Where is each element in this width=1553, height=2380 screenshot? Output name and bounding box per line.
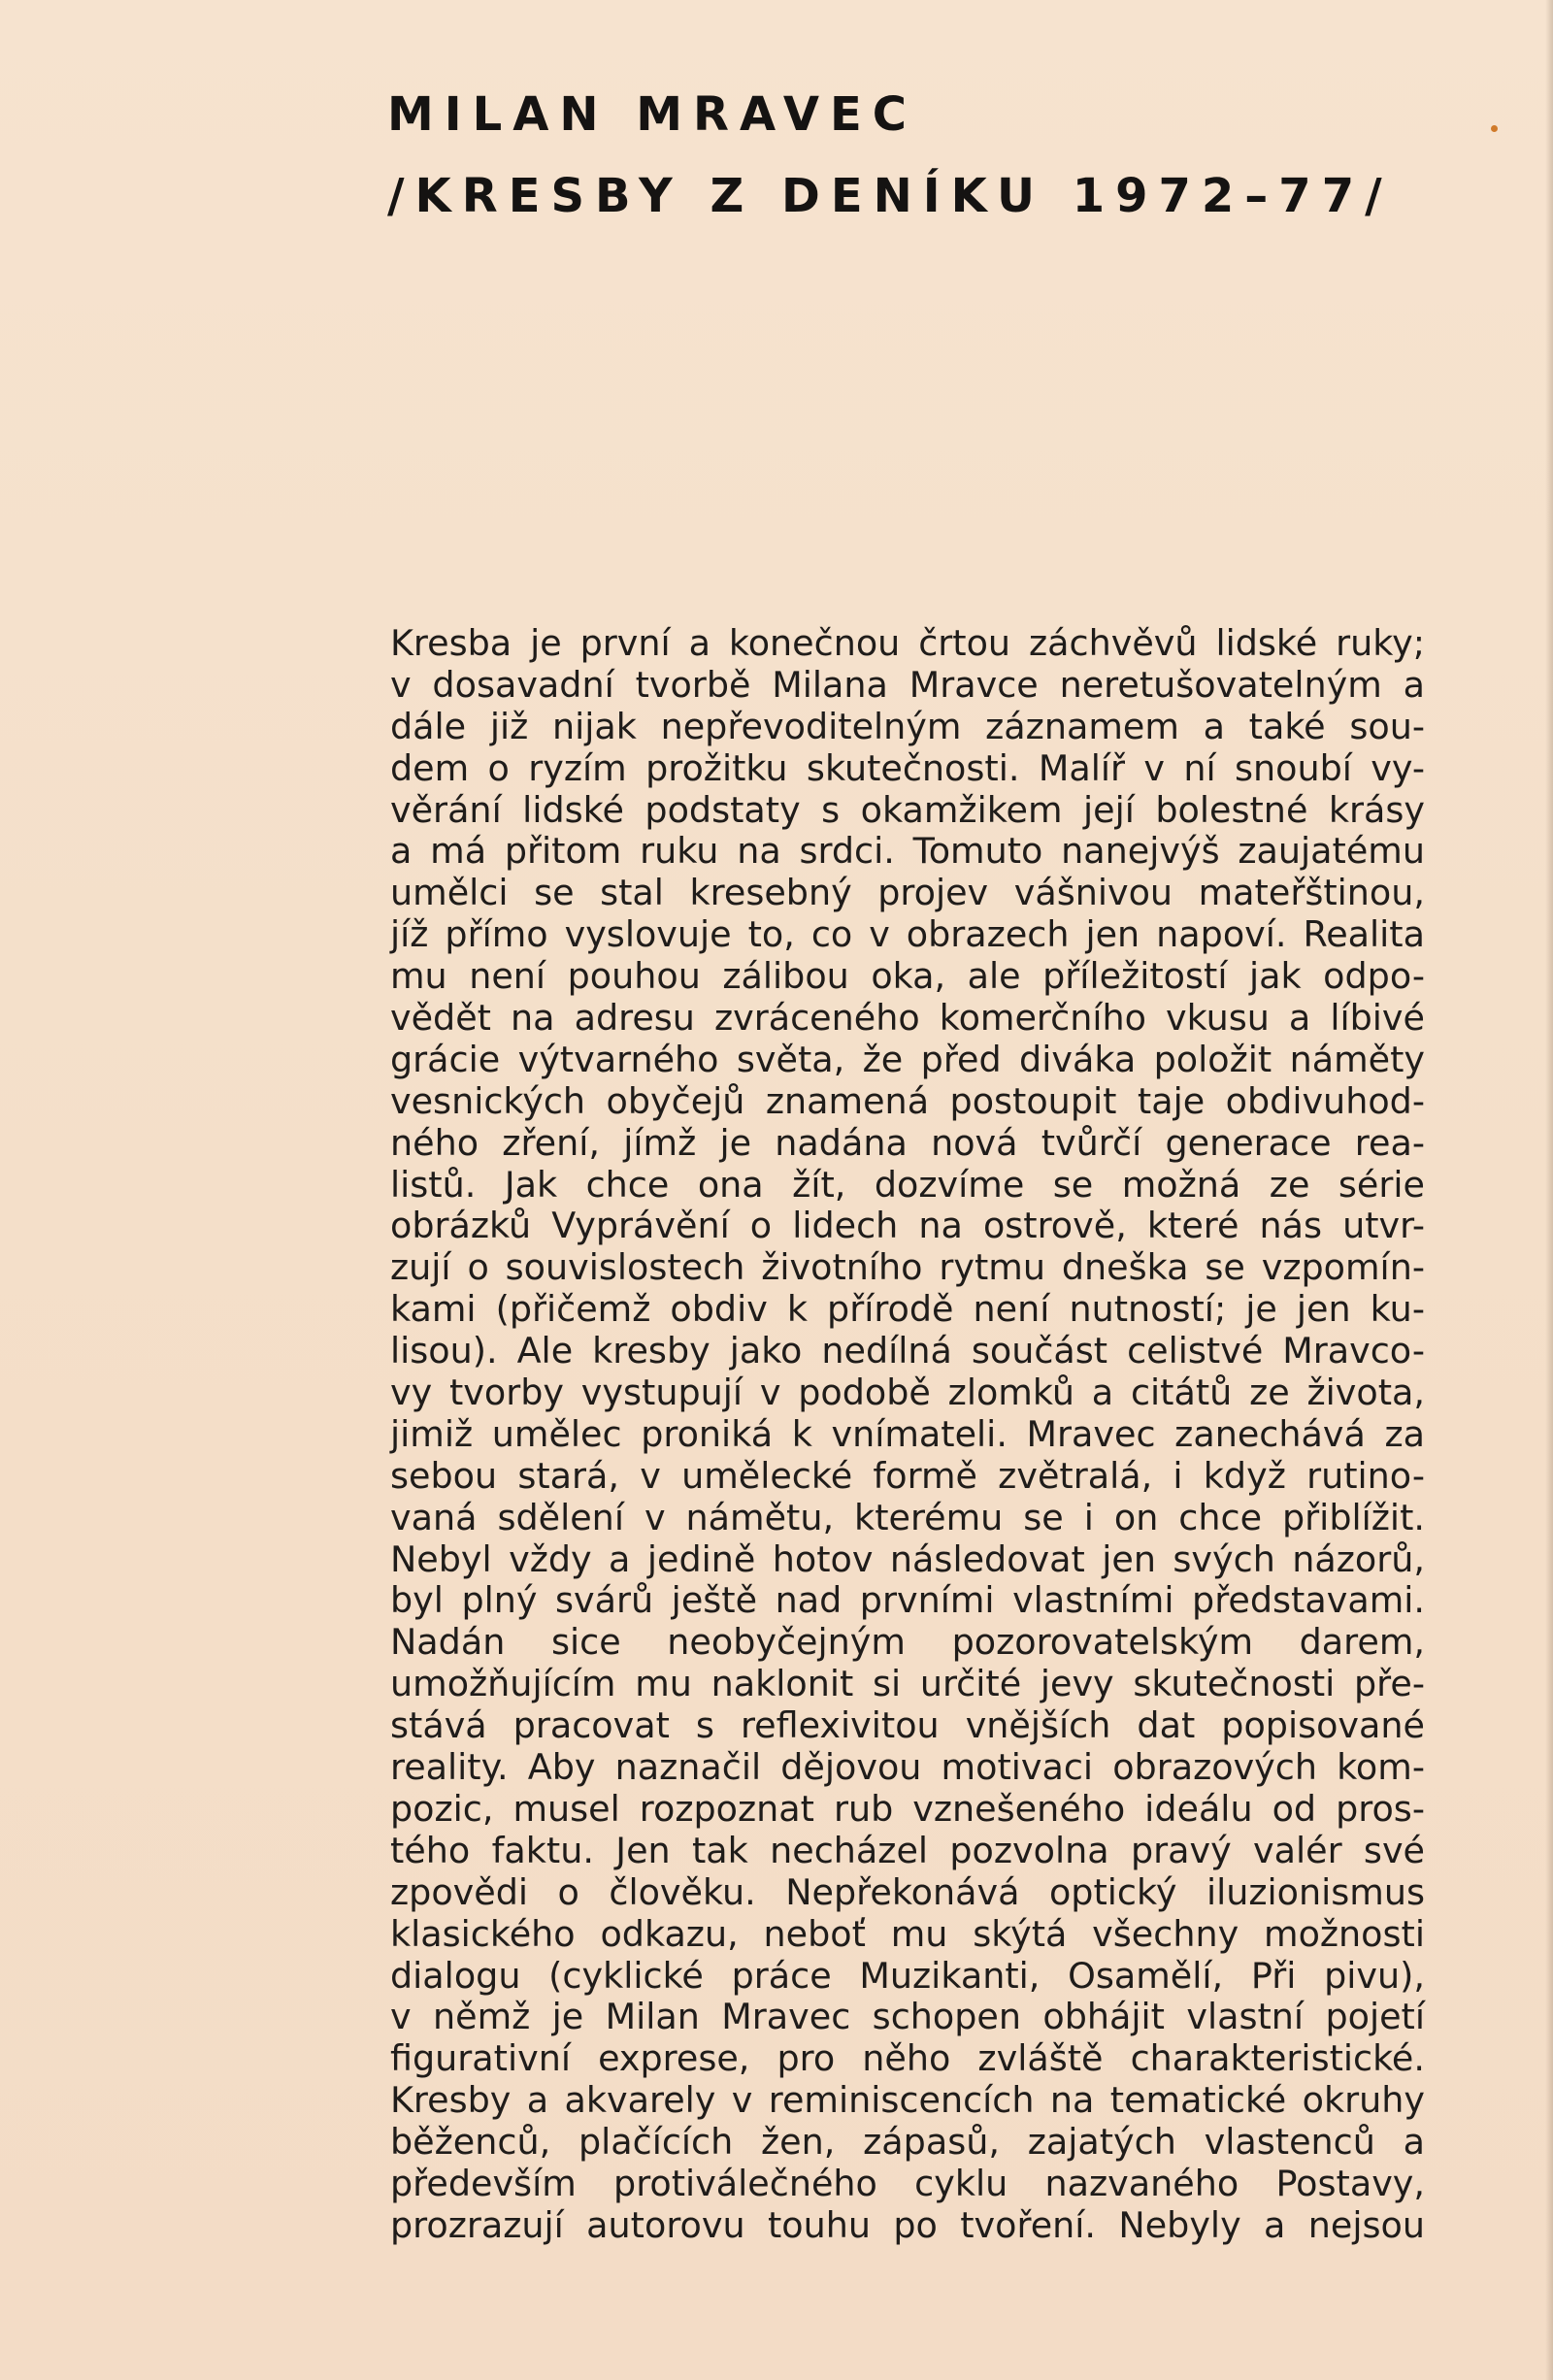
text-line: tého faktu. Jen tak necházel pozvolna pravý valér své [390, 1829, 1425, 1871]
text-line: zují o souvislostech životního rytmu dneška se vzpomín- [390, 1246, 1425, 1289]
text-line: věrání lidské podstaty s okamžikem její bolestné krásy [390, 788, 1425, 831]
body-paragraph [390, 623, 1425, 2247]
text-line: dem o ryzím prožitku skutečnosti. Malíř v ní snoubí vy- [390, 746, 1425, 789]
text-line: a má přitom ruku na srdci. Tomuto nanejvýš zaujatému [390, 830, 1425, 873]
text-line: vědět na adresu zvráceného komerčního vkusu a líbivé [390, 997, 1425, 1040]
text-line: umožňujícím mu naklonit si určité jevy skutečnosti pře- [390, 1663, 1425, 1705]
text-line: sebou stará, v umělecké formě zvětralá, i když rutino- [390, 1454, 1425, 1497]
text-line: pozic, musel rozpoznat rub vznešeného ideálu od pros- [390, 1787, 1425, 1830]
text-line: vaná sdělení v námětu, kterému se i on chce přiblížit. [390, 1496, 1425, 1538]
text-line: kami (přičemž obdiv k přírodě není nutností; je jen ku- [390, 1288, 1425, 1331]
text-line: stává pracovat s reflexivitou vnějších dat popisované [390, 1704, 1425, 1747]
text-line: především protiválečného cyklu nazvaného Postavy, [390, 2162, 1425, 2204]
text-line: v němž je Milan Mravec schopen obhájit vlastní pojetí [390, 1996, 1425, 2038]
text-line: jíž přímo vyslovuje to, co v obrazech jen napoví. Realita [390, 913, 1425, 956]
text-line: klasického odkazu, neboť mu skýtá všechny možnosti [390, 1912, 1425, 1955]
text-line: jimiž umělec proniká k vnímateli. Mravec zanechává za [390, 1412, 1425, 1455]
text-line: figurativní exprese, pro něho zvláště charakteristické. [390, 2037, 1425, 2080]
text-line: dialogu (cyklické práce Muzikanti, Osamělí, Při pivu), [390, 1954, 1425, 1997]
text-line: obrázků Vyprávění o lidech na ostrově, které nás utvr- [390, 1205, 1425, 1247]
text-line: vy tvorby vystupují v podobě zlomků a citátů ze života, [390, 1372, 1425, 1414]
text-line: mu není pouhou zálibou oka, ale příležitostí jak odpo- [390, 955, 1425, 998]
text-line: zpovědi o člověku. Nepřekonává optický iluzionismus [390, 1870, 1425, 1913]
text-line: byl plný svárů ještě nad prvními vlastními představami. [390, 1579, 1425, 1622]
author-name: MILAN MRAVEC [387, 87, 918, 142]
text-line: běženců, plačících žen, zápasů, zajatých vlastenců a [390, 2121, 1425, 2164]
text-line: Nadán sice neobyčejným pozorovatelským darem, [390, 1621, 1425, 1664]
text-line: dále již nijak nepřevoditelným záznamem a také sou- [390, 705, 1425, 747]
ink-speck [1491, 125, 1498, 132]
text-line: v dosavadní tvorbě Milana Mravce neretušovatelným a [390, 663, 1425, 706]
text-line: Kresby a akvarely v reminiscencích na tematické okruhy [390, 2079, 1425, 2122]
text-line: ného zření, jímž je nadána nová tvůrčí generace rea- [390, 1121, 1425, 1164]
book-subtitle: /KRESBY Z DENÍKU 1972–77/ [387, 169, 1393, 223]
text-line: reality. Aby naznačil dějovou motivaci obrazových kom- [390, 1746, 1425, 1789]
text-line: prozrazují autorovu touhu po tvoření. Nebyly a nejsou [390, 2203, 1425, 2246]
text-line: umělci se stal kresebný projev vášnivou mateřštinou, [390, 872, 1425, 914]
text-line: Kresba je první a konečnou črtou záchvěvů lidské ruky; [390, 622, 1425, 664]
text-line: vesnických obyčejů znamená postoupit taje obdivuhod- [390, 1079, 1425, 1122]
text-line: lisou). Ale kresby jako nedílná součást celistvé Mravco- [390, 1330, 1425, 1372]
page-edge-shadow [1545, 0, 1553, 2380]
text-line: Nebyl vždy a jedině hotov následovat jen svých názorů, [390, 1537, 1425, 1580]
text-line: grácie výtvarného světa, že před diváka položit náměty [390, 1038, 1425, 1080]
title-block [387, 74, 1393, 237]
text-line: listů. Jak chce ona žít, dozvíme se možná ze série [390, 1163, 1425, 1206]
